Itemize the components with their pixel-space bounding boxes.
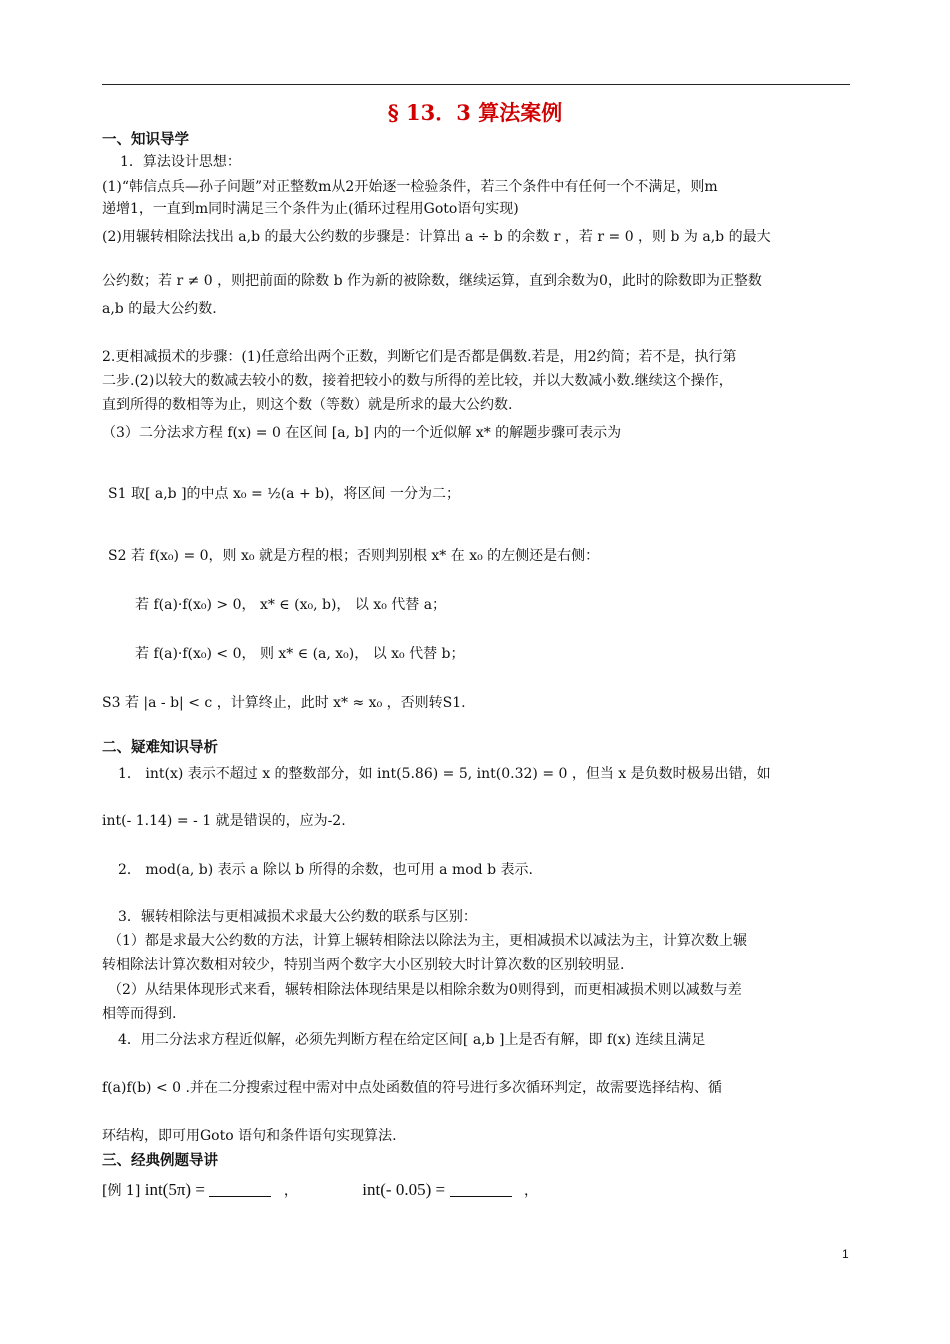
item-1: 1．算法设计思想： <box>120 154 241 170</box>
step-s2: S2 若 f(x₀) = 0，则 x₀ 就是方程的根；否则判别根 x* 在 x₀ 的左侧还是右侧： <box>108 548 600 564</box>
difficulty-1a: 1． int(x) 表示不超过 x 的整数部分，如 int(5.86) = 5, int(0.32) = 0 ，但当 x 是负数时极易出错，如 <box>118 766 771 782</box>
example-expr-1: int(5π) = <box>144 1180 205 1199</box>
page-title: § 13．3 算法案例 <box>387 100 563 125</box>
difficulty-4a: 4．用二分法求方程近似解，必须先判断方程在给定区间[ a,b ]上是否有解，即 f(x) 连续且满足 <box>118 1032 706 1048</box>
difficulty-3b: 转相除法计算次数相对较少，特别当两个数字大小区别较大时计算次数的区别较明显. <box>102 957 625 973</box>
section-heading-2: 二、疑难知识导析 <box>102 739 218 756</box>
example-expr-2: int(- 0.05) = <box>362 1180 446 1199</box>
step-s2-case-b: 若 f(a)·f(x₀) < 0， 则 x* ∈ (a, x₀)， 以 x₀ 代替 b； <box>135 646 465 662</box>
example-1 <box>102 1180 854 1201</box>
difficulty-4c: 环结构，即可用Goto 语句和条件语句实现算法. <box>102 1128 397 1144</box>
paragraph-3b: 二步.(2)以较大的数减去较小的数，接着把较小的数与所得的差比较，并以大数减小数.继续这个操作， <box>102 373 733 389</box>
paragraph-4: （3）二分法求方程 f(x) = 0 在区间 [a, b] 内的一个近似解 x* 的解题步骤可表示为 <box>102 425 622 441</box>
paragraph-3c: 直到所得的数相等为止，则这个数（等数）就是所求的最大公约数. <box>102 397 513 413</box>
difficulty-1b: int(- 1.14) = - 1 就是错误的，应为-2. <box>102 813 346 829</box>
section-heading-1: 一、知识导学 <box>102 131 189 148</box>
step-s3: S3 若 |a - b| < c ，计算终止，此时 x* ≈ x₀ ，否则转S1. <box>102 695 466 711</box>
page-number: 1 <box>842 1247 849 1261</box>
paragraph-1a: (1)“韩信点兵—孙子问题”对正整数m从2开始逐一检验条件，若三个条件中有任何一个不满足，则m <box>102 179 718 195</box>
example-label: [例 1] <box>102 1183 141 1199</box>
separator-comma: ， <box>283 1183 298 1199</box>
difficulty-3a: （1）都是求最大公约数的方法，计算上辗转相除法以除法为主，更相减损术以减法为主，计算次数上辗 <box>108 933 747 949</box>
paragraph-3a: 2.更相减损术的步骤：(1)任意给出两个正数，判断它们是否都是偶数.若是，用2约简；若不是，执行第 <box>102 349 737 365</box>
answer-blank-2[interactable] <box>450 1186 512 1197</box>
paragraph-2b: 公约数；若 r ≠ 0 ，则把前面的除数 b 作为新的被除数，继续运算，直到余数为0，此时的除数即为正整数 <box>102 273 762 289</box>
difficulty-3: 3．辗转相除法与更相减损术求最大公约数的联系与区别： <box>118 909 477 925</box>
section-heading-3: 三、经典例题导讲 <box>102 1152 218 1169</box>
difficulty-4b: f(a)f(b) < 0 .并在二分搜索过程中需对中点处函数值的符号进行多次循环判定，故需要选择结构、循 <box>102 1080 722 1096</box>
paragraph-2c: a,b 的最大公约数. <box>102 301 217 317</box>
paragraph-2a: (2)用辗转相除法找出 a,b 的最大公约数的步骤是：计算出 a ÷ b 的余数 r ，若 r = 0 ，则 b 为 a,b 的最大 <box>102 229 771 245</box>
header-rule <box>102 84 850 85</box>
difficulty-3d: 相等而得到. <box>102 1006 177 1022</box>
end-comma: ， <box>523 1183 538 1199</box>
step-s2-case-a: 若 f(a)·f(x₀) > 0， x* ∈ (x₀, b)， 以 x₀ 代替 a； <box>135 597 447 613</box>
step-s1: S1 取[ a,b ]的中点 x₀ = ½(a + b)，将区间 一分为二； <box>108 486 461 502</box>
paragraph-1b: 递增1，一直到m同时满足三个条件为止(循环过程用Goto语句实现) <box>102 201 519 217</box>
difficulty-3c: （2）从结果体现形式来看，辗转相除法体现结果是以相除余数为0则得到，而更相减损术则以减数与差 <box>108 982 742 998</box>
answer-blank-1[interactable] <box>209 1186 271 1197</box>
difficulty-2: 2． mod(a, b) 表示 a 除以 b 所得的余数，也可用 a mod b 表示. <box>118 862 533 878</box>
